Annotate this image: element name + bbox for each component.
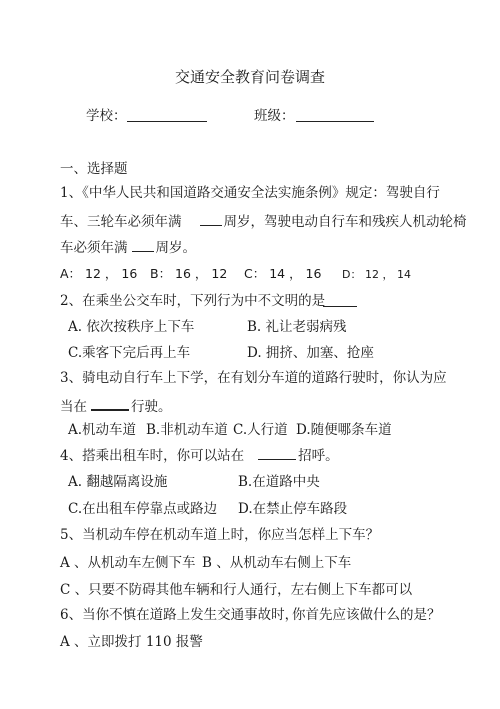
page-title: 交通安全教育问卷调查 <box>174 68 325 86</box>
school-label: 学校： <box>86 108 127 124</box>
q4-option-c[interactable]: C.在出租车停靠点或路边 <box>68 501 218 517</box>
q2-option-d[interactable]: D. 拥挤、加塞、抢座 <box>247 345 374 361</box>
q2-option-c[interactable]: C.乘客下完后再上车 <box>68 345 191 361</box>
q6-stem-a: 6、当你不慎在道路上发生交通事故时， <box>60 607 299 623</box>
school-blank[interactable] <box>127 109 207 122</box>
q2-stem: 2、在乘坐公交车时，下列行为中不文明的是 <box>60 293 326 309</box>
q1-option-d[interactable]: D： 12 ， 14 <box>342 268 411 281</box>
q5-stem: 5、当机动车停在机动车道上时，你应当怎样上下车？ <box>60 527 380 543</box>
class-label: 班级： <box>254 108 295 124</box>
q4-option-d[interactable]: D.在禁止停车路段 <box>238 501 348 517</box>
q5-option-a[interactable]: A 、从机动车左侧下车 <box>60 555 196 571</box>
q4-blank[interactable] <box>258 448 296 460</box>
q3-option-d[interactable]: D.随便哪条车道 <box>296 422 392 438</box>
q1-line-1: 1、《中华人民共和国道路交通安全法实施条例》规定：驾驶自行 <box>60 185 440 201</box>
q5-option-b[interactable]: B 、从机动车右侧上下车 <box>202 555 352 571</box>
q1-option-a[interactable]: A： 12 ， 16 <box>60 266 138 281</box>
q6-option-a[interactable]: A 、立即拨打 110 报警 <box>60 634 203 650</box>
q1-line-2-text-b: 周岁，驾驶电动自行车和残疾人机动轮椅 <box>223 214 467 230</box>
q1-line-2 <box>60 214 467 230</box>
q3-option-c[interactable]: C.人行道 <box>233 422 288 438</box>
q2-blank[interactable] <box>323 294 357 307</box>
q3-line-2-text-b: 行驶。 <box>131 399 172 415</box>
q3-option-a[interactable]: A.机动车道 <box>68 422 137 438</box>
q2-option-a[interactable]: A. 依次按秩序上下车 <box>68 319 195 335</box>
q1-line-3 <box>60 240 196 256</box>
q4-stem-b: 招呼。 <box>298 448 339 464</box>
q1-blank-1[interactable] <box>200 214 222 226</box>
q3-blank[interactable] <box>91 398 129 411</box>
q5-option-c[interactable]: C 、只要不防碍其他车辆和行人通行，左右侧上下车都可以 <box>60 582 413 598</box>
q3-option-b[interactable]: B.非机动车道 <box>146 422 228 438</box>
section-heading: 一、选择题 <box>60 161 128 177</box>
q3-line-1: 3、骑电动自行车上下学，在有划分车道的道路行驶时，你认为应 <box>60 370 447 386</box>
q2-option-b[interactable]: B. 礼让老弱病残 <box>247 319 347 335</box>
q4-stem-a: 4、搭乘出租车时，你可以站在 <box>60 448 245 464</box>
q6-stem-b: 你首先应该做什么的是？ <box>292 607 441 623</box>
q1-line-2-text-a: 车、三轮车必须年满 <box>60 214 182 230</box>
q1-blank-2[interactable] <box>132 240 154 252</box>
q4-option-a[interactable]: A. 翻越隔离设施 <box>68 474 168 490</box>
q3-line-2-text-a: 当在 <box>60 399 87 415</box>
q1-option-c[interactable]: C： 14 ， 16 <box>244 266 322 281</box>
q1-option-b[interactable]: B： 16 ， 12 <box>150 266 228 281</box>
q3-line-2 <box>60 398 172 415</box>
class-blank[interactable] <box>296 109 374 122</box>
q4-option-b[interactable]: B.在道路中央 <box>238 474 320 490</box>
q4-line <box>60 448 339 464</box>
q1-line-3-text-a: 车必须年满 <box>60 240 128 256</box>
q1-line-3-text-b: 周岁。 <box>155 240 196 256</box>
